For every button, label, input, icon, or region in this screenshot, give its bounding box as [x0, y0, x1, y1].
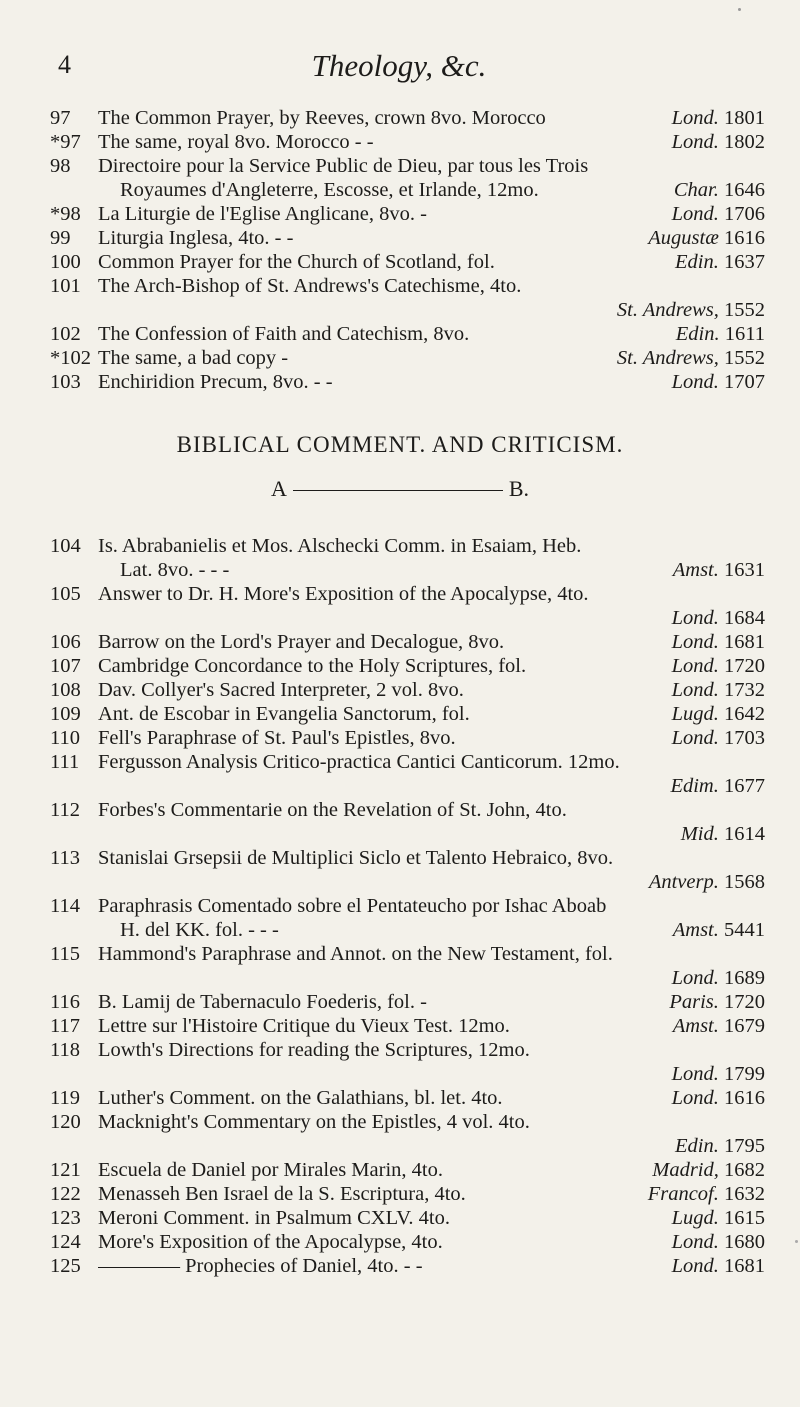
imprint-year: 1795 [724, 1135, 765, 1157]
imprint-place: Lond. [671, 203, 719, 225]
imprint [672, 1206, 765, 1230]
entry-title: ———— Prophecies of Daniel, 4to. - - [98, 1255, 423, 1277]
liturgy-entries [50, 106, 765, 394]
imprint-year: 1681 [724, 1255, 765, 1277]
imprint [674, 178, 765, 202]
catalogue-entry [50, 250, 765, 274]
imprint-year: 1720 [724, 991, 765, 1013]
imprint-place: Augustæ [648, 227, 719, 249]
lot-number: 97 [50, 107, 71, 129]
entry-title: More's Exposition of the Apocalypse, 4to. [98, 1231, 443, 1253]
imprint-year: 1689 [724, 967, 765, 989]
catalogue-entry [50, 1230, 765, 1254]
lot-number: 102 [50, 323, 81, 345]
entry-title-continued: Royaumes d'Angleterre, Escosse, et Irlande, 12mo. [120, 179, 539, 201]
entry-title: Answer to Dr. H. More's Exposition of the Apocalypse, 4to. [98, 583, 589, 605]
lot-number: 118 [50, 1039, 80, 1061]
lot-number: 121 [50, 1159, 81, 1181]
imprint-year: 5441 [724, 919, 765, 941]
entry-title: Stanislai Grsepsii de Multiplici Siclo et Talento Hebraico, 8vo. [98, 847, 614, 869]
entry-title: Menasseh Ben Israel de la S. Escriptura, 4to. [98, 1183, 466, 1205]
entry-title-continued: Lat. 8vo. - - - [120, 559, 230, 581]
entry-title: Macknight's Commentary on the Epistles, 4 vol. 4to. [98, 1111, 530, 1133]
entry-title: The Common Prayer, by Reeves, crown 8vo. Morocco [98, 107, 546, 129]
imprint-year: 1684 [724, 607, 765, 629]
imprint-year: 1646 [724, 179, 765, 201]
paper-speck [795, 1240, 798, 1243]
running-head: Theology, &c. [311, 48, 487, 83]
imprint-year: 1680 [724, 1231, 765, 1253]
catalogue-entry [50, 322, 765, 346]
imprint [675, 250, 765, 274]
section-heading: BIBLICAL COMMENT. AND CRITICISM. [176, 432, 624, 457]
catalogue-entry [50, 726, 765, 750]
lot-number: *98 [50, 203, 81, 225]
entry-title: Forbes's Commentarie on the Revelation of St. John, 4to. [98, 799, 567, 821]
imprint-place: Edim. [670, 775, 719, 797]
lot-number: 117 [50, 1015, 80, 1037]
imprint-place: Lond. [671, 607, 719, 629]
imprint-year: 1703 [724, 727, 765, 749]
entry-title: Fergusson Analysis Critico-practica Cantici Canticorum. 12mo. [98, 751, 620, 773]
catalogue-entry [50, 370, 765, 394]
catalogue-entry [50, 346, 765, 370]
lot-number: 103 [50, 371, 81, 393]
imprint [648, 1182, 765, 1206]
lot-number: 99 [50, 227, 71, 249]
imprint [672, 1230, 765, 1254]
imprint-place: Lugd. [671, 1207, 719, 1229]
imprint [652, 1158, 765, 1182]
lot-number: 116 [50, 991, 80, 1013]
catalogue-entry [50, 106, 765, 130]
imprint-place: Antverp. [648, 871, 719, 893]
entry-title: Cambridge Concordance to the Holy Scriptures, fol. [98, 655, 527, 677]
imprint-year: 1632 [724, 1183, 765, 1205]
catalogue-entry [50, 702, 765, 726]
catalogue-entry [50, 582, 765, 630]
imprint-year: 1616 [724, 1087, 765, 1109]
imprint-year: 1679 [724, 1015, 765, 1037]
imprint [672, 726, 765, 750]
catalogue-entry [50, 1110, 765, 1158]
catalogue-entry [50, 226, 765, 250]
catalogue-entry [50, 130, 765, 154]
imprint-place: Amst. [672, 559, 719, 581]
catalogue-entry [50, 202, 765, 226]
lot-number: 120 [50, 1111, 81, 1133]
imprint [617, 346, 765, 370]
imprint-year: 1799 [724, 1063, 765, 1085]
lot-number: 108 [50, 679, 81, 701]
range-rule [293, 490, 503, 491]
lot-number: 114 [50, 895, 80, 917]
entry-title: The same, a bad copy - [98, 347, 289, 369]
imprint-year: 1642 [724, 703, 765, 725]
entry-title: Hammond's Paraphrase and Annot. on the New Testament, fol. [98, 943, 613, 965]
imprint-place: Edin. [675, 1135, 719, 1157]
entry-title: The Arch-Bishop of St. Andrews's Catechisme, 4to. [98, 275, 522, 297]
catalogue-entry [50, 750, 765, 798]
imprint-place: Lond. [671, 655, 719, 677]
imprint-year: 1616 [724, 227, 765, 249]
imprint [673, 1014, 765, 1038]
imprint [676, 322, 765, 346]
lot-number: 112 [50, 799, 80, 821]
entry-title: Fell's Paraphrase of St. Paul's Epistles, 8vo. [98, 727, 456, 749]
entry-title: The Confession of Faith and Catechism, 8vo. [98, 323, 470, 345]
lot-number: 111 [50, 751, 80, 773]
imprint-place: Lond. [671, 1231, 719, 1253]
range-from: A [270, 476, 287, 501]
biblical-comment-entries [50, 534, 765, 1278]
lot-number: 113 [50, 847, 80, 869]
entry-title: Lowth's Directions for reading the Scriptures, 12mo. [98, 1039, 530, 1061]
imprint [669, 990, 765, 1014]
imprint-place: Lond. [671, 679, 719, 701]
imprint-place: Mid. [680, 823, 719, 845]
imprint [617, 298, 765, 322]
entry-title: Lettre sur l'Histoire Critique du Vieux Test. 12mo. [98, 1015, 510, 1037]
entry-title: Directoire pour la Service Public de Dieu, par tous les Trois [98, 155, 589, 177]
imprint [681, 822, 765, 846]
catalogue-entry [50, 1182, 765, 1206]
entry-title: Meroni Comment. in Psalmum CXLV. 4to. [98, 1207, 450, 1229]
imprint-place: Lond. [671, 131, 719, 153]
lot-number: 125 [50, 1255, 81, 1277]
entry-title: The same, royal 8vo. Morocco - - [98, 131, 374, 153]
imprint-place: Lond. [671, 107, 719, 129]
imprint-place: Edin. [675, 323, 720, 345]
entry-title: Luther's Comment. on the Galathians, bl. let. 4to. [98, 1087, 503, 1109]
imprint-year: 1552 [724, 347, 765, 369]
page-number: 4 [58, 50, 71, 79]
lot-number: *97 [50, 131, 81, 153]
lot-number: 119 [50, 1087, 80, 1109]
entry-title: Barrow on the Lord's Prayer and Decalogue, 8vo. [98, 631, 505, 653]
imprint-place: Amst. [672, 1015, 719, 1037]
imprint-place: Lugd. [671, 703, 719, 725]
catalogue-entry [50, 630, 765, 654]
range-to: B. [508, 476, 530, 501]
entry-title: Ant. de Escobar in Evangelia Sanctorum, fol. [98, 703, 470, 725]
lot-number: 101 [50, 275, 81, 297]
imprint-place: Amst. [672, 919, 719, 941]
imprint-year: 1681 [724, 631, 765, 653]
imprint [672, 606, 765, 630]
lot-number: 98 [50, 155, 71, 177]
imprint-year: 1732 [724, 679, 765, 701]
imprint-place: St. Andrews, [616, 299, 719, 321]
imprint [672, 630, 765, 654]
catalogue-entry [50, 1206, 765, 1230]
catalogue-entry [50, 942, 765, 990]
imprint-place: St. Andrews, [616, 347, 719, 369]
imprint [670, 774, 765, 798]
catalogue-entry [50, 154, 765, 202]
entry-title: La Liturgie de l'Eglise Anglicane, 8vo. - [98, 203, 427, 225]
catalogue-entry [50, 990, 765, 1014]
catalogue-entry [50, 678, 765, 702]
catalogue-entry [50, 1038, 765, 1086]
catalogue-entry [50, 534, 765, 582]
imprint-year: 1682 [724, 1159, 765, 1181]
imprint [672, 654, 765, 678]
catalogue-entry [50, 1014, 765, 1038]
entry-title: Liturgia Inglesa, 4to. - - [98, 227, 294, 249]
catalogue-entry [50, 894, 765, 942]
lot-number: 124 [50, 1231, 81, 1253]
imprint-year: 1802 [724, 131, 765, 153]
lot-number: 105 [50, 583, 81, 605]
imprint-place: Lond. [671, 967, 719, 989]
imprint-year: 1637 [724, 251, 765, 273]
imprint-place: Lond. [671, 727, 719, 749]
entry-title: Escuela de Daniel por Mirales Marin, 4to. [98, 1159, 443, 1181]
imprint-place: Lond. [671, 1255, 719, 1277]
entry-title: Is. Abrabanielis et Mos. Alschecki Comm. in Esaiam, Heb. [98, 535, 582, 557]
catalogue-entry [50, 846, 765, 894]
entry-title: Dav. Collyer's Sacred Interpreter, 2 vol. 8vo. [98, 679, 464, 701]
imprint-year: 1720 [724, 655, 765, 677]
imprint [672, 966, 765, 990]
catalogue-entry [50, 1158, 765, 1182]
catalogue-entry [50, 798, 765, 846]
catalogue-entry [50, 654, 765, 678]
imprint-year: 1568 [724, 871, 765, 893]
lot-number: 106 [50, 631, 81, 653]
lot-number: 100 [50, 251, 81, 273]
imprint-place: Paris. [669, 991, 719, 1013]
imprint [672, 106, 765, 130]
imprint [673, 558, 765, 582]
imprint-year: 1707 [724, 371, 765, 393]
imprint [675, 1134, 765, 1158]
imprint-year: 1631 [724, 559, 765, 581]
catalogue-entry [50, 1254, 765, 1278]
imprint-place: Lond. [671, 371, 719, 393]
entry-title-continued: H. del KK. fol. - - - [120, 919, 279, 941]
imprint [672, 370, 765, 394]
imprint [648, 226, 765, 250]
imprint [649, 870, 765, 894]
imprint-place: Lond. [671, 1087, 719, 1109]
lot-number: 115 [50, 943, 80, 965]
imprint-year: 1801 [724, 107, 765, 129]
lot-number: 122 [50, 1183, 81, 1205]
imprint-year: 1706 [724, 203, 765, 225]
catalogue-entry [50, 1086, 765, 1110]
catalogue-entry [50, 274, 765, 322]
imprint-year: 1552 [724, 299, 765, 321]
imprint-place: Char. [673, 179, 719, 201]
imprint-year: 1611 [724, 323, 765, 345]
imprint [672, 202, 765, 226]
imprint-place: Lond. [671, 631, 719, 653]
imprint [672, 1086, 765, 1110]
lot-number: 123 [50, 1207, 81, 1229]
imprint-year: 1677 [724, 775, 765, 797]
imprint [672, 678, 765, 702]
lot-number: 104 [50, 535, 81, 557]
lot-number: 110 [50, 727, 80, 749]
lot-number: 109 [50, 703, 81, 725]
lot-number: 107 [50, 655, 81, 677]
paper-speck [738, 8, 741, 11]
imprint-year: 1614 [724, 823, 765, 845]
imprint-place: Lond. [671, 1063, 719, 1085]
imprint [672, 130, 765, 154]
imprint-place: Edin. [675, 251, 719, 273]
imprint [672, 1254, 765, 1278]
imprint [673, 918, 765, 942]
alphabet-range [0, 476, 800, 502]
entry-title: Enchiridion Precum, 8vo. - - [98, 371, 333, 393]
page-header [58, 48, 740, 88]
imprint [672, 1062, 765, 1086]
entry-title: B. Lamij de Tabernaculo Foederis, fol. - [98, 991, 427, 1013]
entry-title: Common Prayer for the Church of Scotland, fol. [98, 251, 495, 273]
lot-number: *102 [50, 347, 91, 369]
imprint-place: Madrid, [652, 1159, 719, 1181]
imprint [672, 702, 765, 726]
imprint-year: 1615 [724, 1207, 765, 1229]
imprint-place: Francof. [647, 1183, 719, 1205]
entry-title: Paraphrasis Comentado sobre el Pentateucho por Ishac Aboab [98, 895, 607, 917]
